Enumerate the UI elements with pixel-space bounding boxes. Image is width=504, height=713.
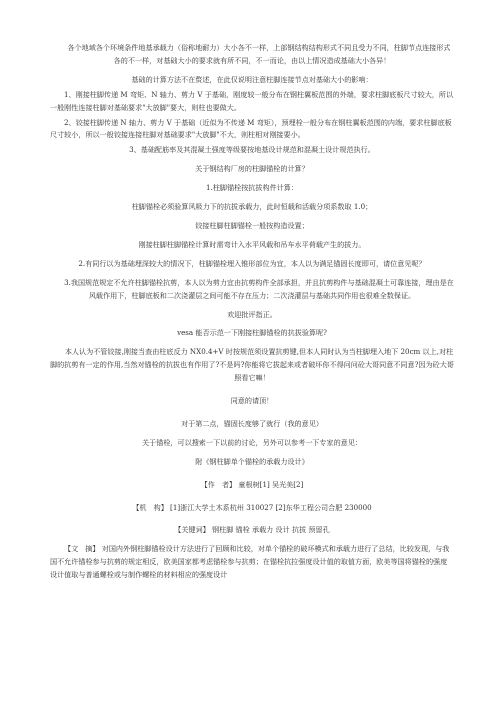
intro-paragraph: 各个地域各个环境条件地基承载力（俗称地耐力）大小各不一样，上部钢结构结构形式不同且受力不同，柱脚节点连接形式各的不一样，对基础大小的要求就有所不同，不一而论，由以上情况造成基础大小各异！ (67, 43, 451, 65)
point-3-paragraph: 3.我国规范规定不允许柱脚锚栓抗剪，本人以为剪力宜由抗剪构件全部承担，并且抗剪构件与基础混凝土可靠连接，理由是在风载作用下，柱脚底板和二次浇灌层之间可能不存在压力；二次浇灌层与基础共同作用也很难全数保证。 (64, 277, 454, 300)
second-point-paragraph: 对于第二点，锚固长度够了就行（我的意见） (181, 418, 323, 428)
institution-line: 【机 构】 [1]浙江大学土木系杭州 310027 [2]东华工程公司合肥 230000 (132, 502, 372, 512)
opinion-paragraph: 本人认为不管铰接,刚接当查由柱底反力 NX0.4+V 时按规范须设置抗剪键,但本人同时认为当柱脚埋入地下 20cm 以上,对柱脚的抗剪有一定的作用,当然对锚栓的抗拔也有作用了?不是吗?你能将它拔起来或者破坏你不得问问砼大哥同意不同意?因为砼大哥照看它嘛！ (50, 347, 454, 383)
reinforcement-paragraph: 3、基础配筋率及其混凝土强度等级要按地基设计规范和混凝土设计规范执行。 (129, 145, 375, 155)
question-heading: 关于钢结构厂房的柱脚锚栓的计算？ (195, 164, 309, 174)
anchor-search-paragraph: 关于锚栓，可以搜索一下以前的讨论，另外可以参考一下专家的意见： (142, 437, 362, 447)
uplift-check-paragraph: 柱脚锚栓必须验算风吸力下的抗拔承载力，此时恒载和活载分项系数取 1.0； (131, 202, 373, 212)
agree-paragraph: 同意的请顶！ (230, 396, 274, 406)
point-2-paragraph: 2.有同行以为基础埋深较大的情况下，柱脚锚栓埋入锥形部位为宜，本人以为满足锚固长度即可，请位意见呢？ (78, 258, 426, 268)
welcome-paragraph: 欢迎批评指正。 (227, 309, 277, 319)
method-note-paragraph: 基础的计算方法不在赘述，在此仅说明注意柱脚连接节点对基础大小的影响： (131, 74, 373, 84)
attachment-title: 附《钢柱脚单个锚栓的承载力设计》 (195, 456, 309, 466)
pinned-anchor-paragraph: 铰接柱脚柱脚锚栓一般按构造设置； (195, 220, 309, 230)
keywords-line: 【关键词】 钢柱脚 锚栓 承载力 设计 抗拔 预留孔 (174, 525, 330, 535)
pinned-base-paragraph: 2、铰接柱脚传递 N 轴力、剪力 V 于基础（近似为不传递 M 弯矩），预埋栓一般分布在钢柱翼板范围的内端，要求柱脚底板尺寸较小，所以一般铰接连接柱脚对基础要求"大放脚"不大，则柱相对刚接要小。 (50, 117, 452, 140)
rigid-anchor-paragraph: 刚接柱脚柱脚锚栓计算时需弯计入水平风载和吊车水平荷载产生的拔力。 (138, 239, 366, 249)
point-1-heading: 1.柱脚锚栓按抗拔构件计算： (206, 183, 298, 193)
abstract-paragraph: 【文 摘】 对国内外钢柱脚锚栓设计方法进行了回顾和比较，对单个锚栓的破坏模式和承载力进行了总结，比较发现，与我国不允许锚栓参与抗剪的规定相反，欧美国家都考虑锚栓参与抗剪；在锚栓抗拉强度设计值的取值方面，欧美等国将锚栓的强度设计值取与普通螺栓或与制作螺栓的材料相应的强度设计 (50, 544, 450, 580)
authors-line: 【作 者】 童根树[1] 吴光美[2] (200, 479, 304, 489)
vesa-question-paragraph: vesa 能否示范一下刚接柱脚锚栓的抗拔验算呢? (177, 328, 327, 338)
rigid-base-paragraph: 1、刚接柱脚传递 M 弯矩、N 轴力、剪力 V 于基础，刚度较一般分布在钢柱翼板范围的外端，要求柱脚底板尺寸较大，所以一般刚性连接柱脚对基础要求"大放脚"要大，则柱也要做大。 (50, 89, 454, 112)
